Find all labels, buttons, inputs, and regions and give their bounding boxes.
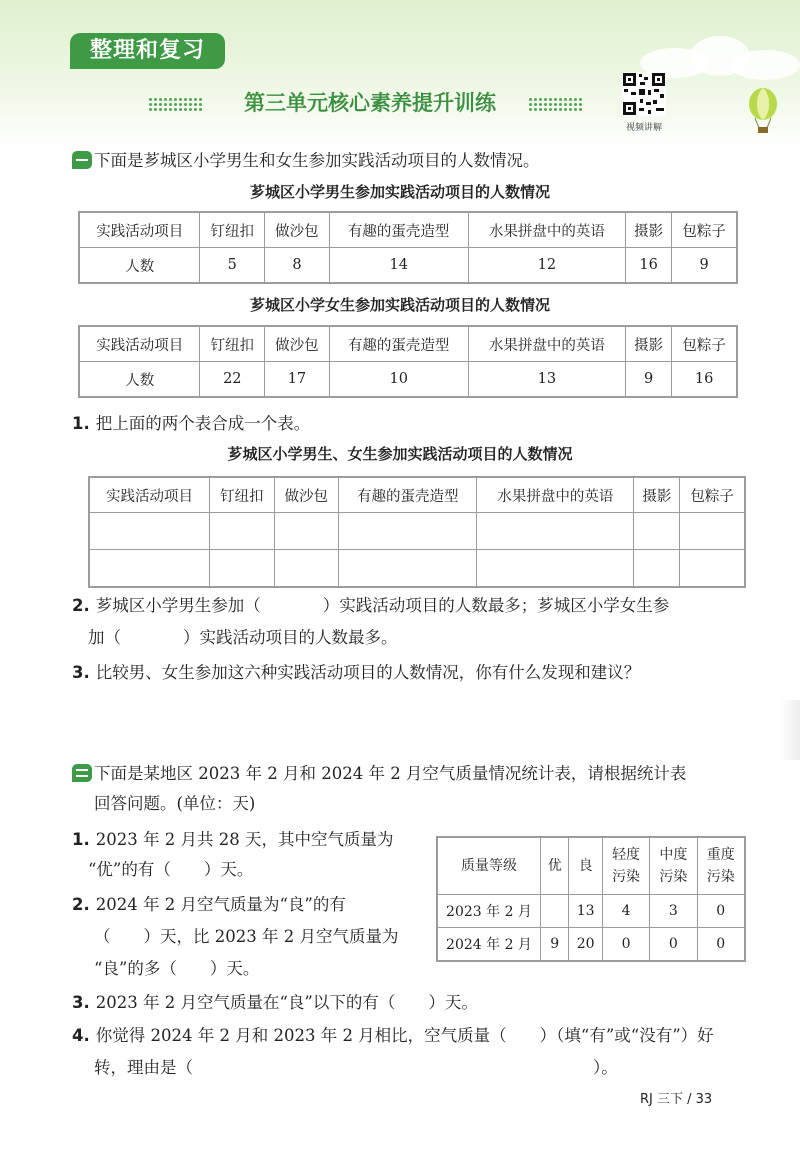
table-cell: 0 <box>697 928 745 962</box>
s2-question-1-line2: “优”的有（ ）天。 <box>88 860 254 879</box>
blank-cell[interactable] <box>680 550 745 588</box>
question-text: 芗城区小学男生参加（ <box>95 596 261 615</box>
table-header-cell <box>650 837 697 895</box>
header-text: 污染 <box>659 869 688 885</box>
table-row <box>79 362 737 398</box>
table-header-cell: 钉纽扣 <box>200 326 265 362</box>
table-row-label: 人数 <box>79 248 200 284</box>
header-text: 质量等级 <box>461 858 517 874</box>
table-header-cell: 有趣的蛋壳造型 <box>329 212 468 248</box>
header-text: 轻度 <box>612 847 641 863</box>
table-header-cell: 钉纽扣 <box>200 212 265 248</box>
blank-cell[interactable] <box>477 550 634 588</box>
blank-cell[interactable] <box>477 513 634 550</box>
question-text: ）。 <box>593 1058 618 1077</box>
blank-cell[interactable] <box>274 513 338 550</box>
s2-question-2-line3: “良”的多（ ）天。 <box>94 959 260 978</box>
header-text: 污染 <box>706 869 735 885</box>
table-header-cell: 做沙包 <box>265 212 330 248</box>
s2-question-2-line1 <box>72 893 346 917</box>
question-number: 1. <box>72 830 90 849</box>
table-row <box>79 212 737 248</box>
section1-intro-text: 下面是芗城区小学男生和女生参加实践活动项目的人数情况。 <box>94 151 540 170</box>
question-text: ）实践活动项目的人数最多；芗城区小学女生参 <box>322 596 670 615</box>
question-number: 1. <box>72 414 90 433</box>
table-cell: 8 <box>265 248 330 284</box>
blank-cell[interactable] <box>89 513 210 550</box>
question-2-line1 <box>72 594 669 618</box>
section2-intro-line2: 回答问题。(单位：天) <box>94 794 256 813</box>
table-cell: 0 <box>602 928 649 962</box>
s2-question-3 <box>72 991 478 1015</box>
table-cell: 12 <box>468 248 625 284</box>
table-header-cell <box>569 837 603 895</box>
table-header-cell: 实践活动项目 <box>89 477 210 513</box>
combined-table <box>88 476 746 588</box>
table-cell: 3 <box>650 895 697 928</box>
header-text: 良 <box>578 858 593 874</box>
table-header-cell: 钉纽扣 <box>210 477 274 513</box>
table-header-cell: 摄影 <box>634 477 680 513</box>
section1-intro <box>72 149 540 173</box>
question-number: 4. <box>72 1026 90 1045</box>
question-number: 2. <box>72 596 90 615</box>
question-number: 3. <box>72 663 90 682</box>
girls-table-caption: 芗城区小学女生参加实践活动项目的人数情况 <box>249 296 550 314</box>
question-text: 把上面的两个表合成一个表。 <box>95 414 311 433</box>
blank-cell[interactable] <box>634 550 680 588</box>
table-header-cell: 做沙包 <box>274 477 338 513</box>
table-header-cell: 实践活动项目 <box>79 212 200 248</box>
combined-table-caption: 芗城区小学男生、女生参加实践活动项目的人数情况 <box>227 445 573 463</box>
table-header-cell: 水果拼盘中的英语 <box>468 326 625 362</box>
section-number-two-icon <box>72 764 92 782</box>
blank-cell[interactable] <box>680 513 745 550</box>
table-row <box>437 895 745 928</box>
air-quality-table <box>436 836 746 962</box>
question-number: 2. <box>72 895 90 914</box>
question-1 <box>72 412 310 436</box>
table-header-cell: 包粽子 <box>680 477 745 513</box>
question-2-line2 <box>88 626 398 650</box>
table-row-blank <box>89 550 745 588</box>
table-cell: 10 <box>329 362 468 398</box>
question-text: 2024 年 2 月空气质量为“良”的有 <box>95 895 346 914</box>
table-cell: 9 <box>672 248 737 284</box>
s2-question-2-line2: （ ）天，比 2023 年 2 月空气质量为 <box>94 927 399 946</box>
section-number-one-icon <box>72 151 92 169</box>
table-row <box>89 477 745 513</box>
blank-cell[interactable] <box>89 550 210 588</box>
blank-cell[interactable] <box>274 550 338 588</box>
table-header-cell: 有趣的蛋壳造型 <box>338 477 476 513</box>
table-header-cell: 摄影 <box>626 212 672 248</box>
qr-label: 视频讲解 <box>625 123 662 133</box>
table-cell: 16 <box>626 248 672 284</box>
blank-cell[interactable] <box>210 513 274 550</box>
table-cell: 20 <box>569 928 603 962</box>
table-header-cell <box>541 837 569 895</box>
table-row <box>437 837 745 895</box>
s2-question-4-line1 <box>72 1024 714 1048</box>
header-text: 重度 <box>706 847 735 863</box>
table-header-cell: 包粽子 <box>672 212 737 248</box>
section2-intro-text: 下面是某地区 2023 年 2 月和 2024 年 2 月空气质量情况统计表，请根据统计表 <box>94 764 687 783</box>
table-header-cell: 水果拼盘中的英语 <box>468 212 625 248</box>
blank-cell[interactable] <box>338 513 476 550</box>
table-row <box>79 248 737 284</box>
question-text: ）实践活动项目的人数最多。 <box>183 628 398 647</box>
section-tag: 整理和复习 <box>70 33 225 69</box>
table-header-cell: 实践活动项目 <box>79 326 200 362</box>
blank-cell[interactable] <box>210 550 274 588</box>
table-cell: 9 <box>541 928 569 962</box>
question-3 <box>72 661 640 685</box>
table-cell: 22 <box>200 362 265 398</box>
dots-decoration-right <box>528 97 582 111</box>
question-text: 比较男、女生参加这六种实践活动项目的人数情况，你有什么发现和建议？ <box>95 663 641 682</box>
question-text: 2023 年 2 月共 28 天，其中空气质量为 <box>95 830 394 849</box>
hot-air-balloon-icon <box>745 88 781 134</box>
page-footer: RJ 三下 / 33 <box>640 1092 713 1107</box>
girls-table <box>78 325 738 398</box>
table-cell: 4 <box>602 895 649 928</box>
table-header-cell <box>602 837 649 895</box>
table-row-label: 2024 年 2 月 <box>437 928 541 962</box>
table-header-cell: 水果拼盘中的英语 <box>477 477 634 513</box>
section2-intro <box>72 762 686 786</box>
table-cell: 17 <box>265 362 330 398</box>
table-header-cell <box>437 837 541 895</box>
question-text: 加（ <box>88 628 121 647</box>
qr-code-icon[interactable] <box>622 72 666 116</box>
table-cell: 13 <box>569 895 603 928</box>
blank-cell[interactable] <box>634 513 680 550</box>
table-header-cell: 有趣的蛋壳造型 <box>329 326 468 362</box>
question-number: 3. <box>72 993 90 1012</box>
table-cell: 0 <box>650 928 697 962</box>
header-text: 中度 <box>659 847 688 863</box>
cloud-decoration <box>730 50 800 80</box>
table-row <box>437 928 745 962</box>
header-text: 污染 <box>612 869 641 885</box>
s2-question-1-line1 <box>72 828 393 852</box>
unit-title: 第三单元核心素养提升训练 <box>244 91 496 115</box>
blank-cell[interactable] <box>338 550 476 588</box>
question-text: 转，理由是（ <box>94 1058 193 1077</box>
table-row-blank <box>89 513 745 550</box>
table-row <box>79 326 737 362</box>
table-header-cell: 摄影 <box>626 326 672 362</box>
table-cell <box>541 895 569 928</box>
boys-table-caption: 芗城区小学男生参加实践活动项目的人数情况 <box>249 183 550 201</box>
page-edge-shadow <box>780 700 800 760</box>
table-cell: 5 <box>200 248 265 284</box>
table-cell: 14 <box>329 248 468 284</box>
question-text: 2023 年 2 月空气质量在“良”以下的有（ ）天。 <box>95 993 478 1012</box>
table-header-cell: 包粽子 <box>672 326 737 362</box>
table-row-label: 2023 年 2 月 <box>437 895 541 928</box>
table-cell: 0 <box>697 895 745 928</box>
header-text: 优 <box>547 858 562 874</box>
table-header-cell <box>697 837 745 895</box>
table-cell: 13 <box>468 362 625 398</box>
table-cell: 16 <box>672 362 737 398</box>
s2-question-4-line2 <box>94 1056 618 1080</box>
table-header-cell: 做沙包 <box>265 326 330 362</box>
boys-table <box>78 211 738 284</box>
table-row-label: 人数 <box>79 362 200 398</box>
question-text: 你觉得 2024 年 2 月和 2023 年 2 月相比，空气质量（ ）（填“有”或“没有”）好 <box>95 1026 714 1045</box>
table-cell: 9 <box>626 362 672 398</box>
